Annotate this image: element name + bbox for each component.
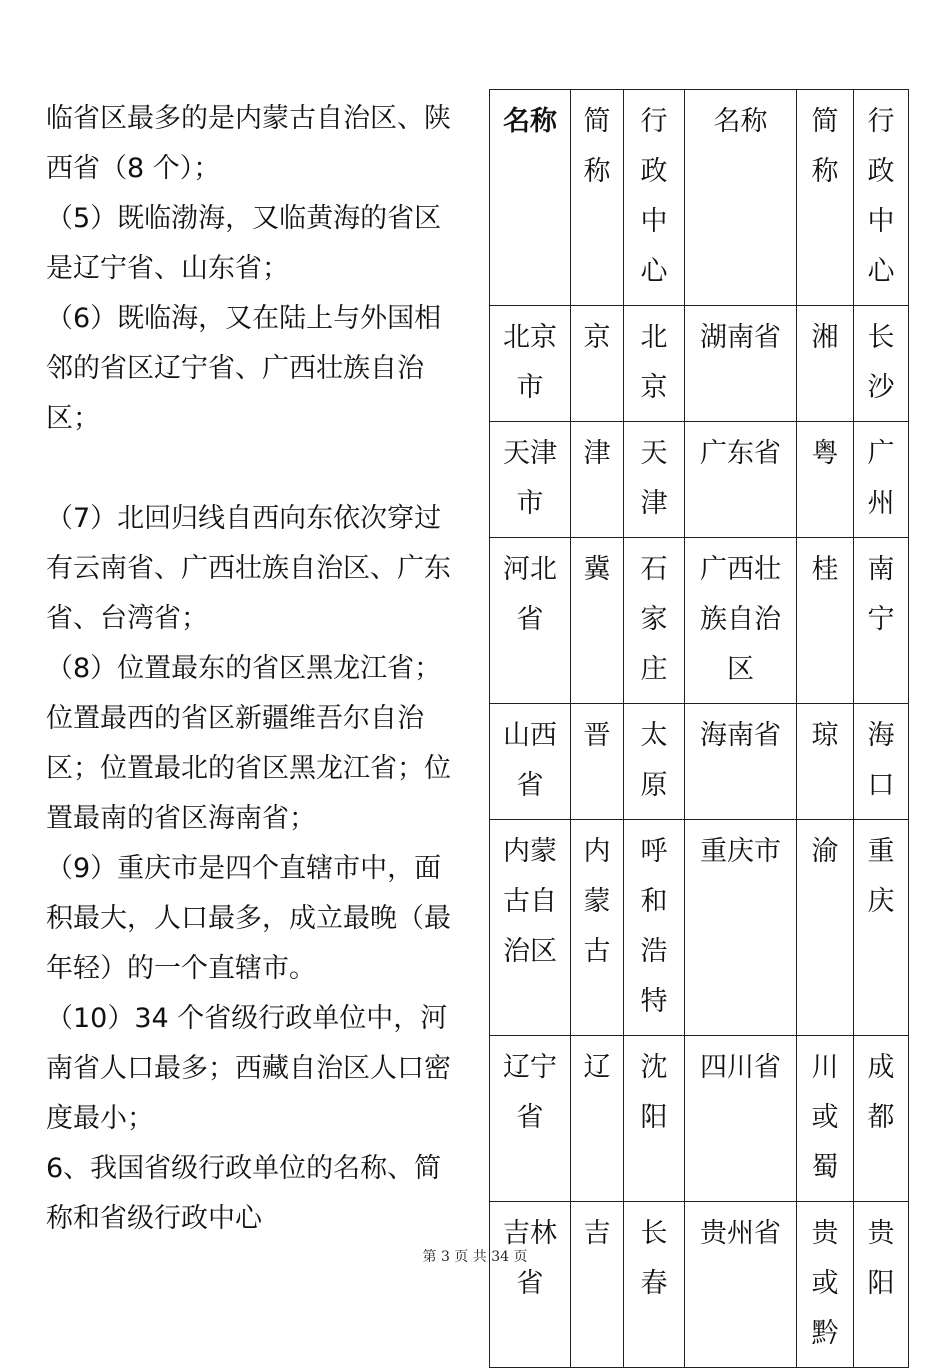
table-cell: 广西壮族自治区 xyxy=(685,538,797,704)
table-cell: 北京 xyxy=(624,306,685,422)
table-cell: 重庆市 xyxy=(685,820,797,1036)
table-cell: 长沙 xyxy=(854,306,909,422)
table-cell: 琼 xyxy=(797,704,854,820)
table-row xyxy=(490,306,909,422)
table-cell: 吉林省 xyxy=(490,1202,571,1368)
table-cell: 粤 xyxy=(797,422,854,538)
paragraph-6: （9）重庆市是四个直辖市中，面积最大，人口最多，成立最晚（最年轻）的一个直辖市。 xyxy=(46,853,451,984)
header-cell: 简称 xyxy=(797,90,854,306)
header-cell: 简称 xyxy=(571,90,624,306)
paragraph-2: （5）既临渤海，又临黄海的省区是辽宁省、山东省； xyxy=(46,203,442,284)
header-cell: 行政中心 xyxy=(854,90,909,306)
left-text-column xyxy=(46,94,462,1244)
table-cell: 吉 xyxy=(571,1202,624,1368)
table-row xyxy=(490,820,909,1036)
table-cell: 湖南省 xyxy=(685,306,797,422)
table-cell: 河北省 xyxy=(490,538,571,704)
paragraph-8: 6、我国省级行政单位的名称、简称和省级行政中心 xyxy=(46,1153,442,1234)
table-cell: 呼和浩特 xyxy=(624,820,685,1036)
header-cell: 行政中心 xyxy=(624,90,685,306)
table-cell: 晋 xyxy=(571,704,624,820)
table-cell: 京 xyxy=(571,306,624,422)
table-row xyxy=(490,1202,909,1368)
table-cell: 成都 xyxy=(854,1036,909,1202)
table-cell: 广州 xyxy=(854,422,909,538)
table-cell: 长春 xyxy=(624,1202,685,1368)
header-cell: 名称 xyxy=(685,90,797,306)
table-cell: 重庆 xyxy=(854,820,909,1036)
paragraph-4: （7）北回归线自西向东依次穿过有云南省、广西壮族自治区、广东省、台湾省； xyxy=(46,503,451,634)
table-cell: 山西省 xyxy=(490,704,571,820)
table-cell: 冀 xyxy=(571,538,624,704)
table-cell: 湘 xyxy=(797,306,854,422)
table-cell: 海口 xyxy=(854,704,909,820)
table-cell: 天津 xyxy=(624,422,685,538)
table-header-row xyxy=(490,90,909,306)
table-cell: 北京市 xyxy=(490,306,571,422)
table-cell: 沈阳 xyxy=(624,1036,685,1202)
table-cell: 辽宁省 xyxy=(490,1036,571,1202)
table-cell: 贵州省 xyxy=(685,1202,797,1368)
table-cell: 桂 xyxy=(797,538,854,704)
table-cell: 内蒙古自治区 xyxy=(490,820,571,1036)
paragraph-5: （8）位置最东的省区黑龙江省；位置最西的省区新疆维吾尔自治区；位置最北的省区黑龙江省；位置最南的省区海南省； xyxy=(46,653,451,834)
table-cell: 内蒙古 xyxy=(571,820,624,1036)
table-row xyxy=(490,1036,909,1202)
paragraph-3: （6）既临海，又在陆上与外国相邻的省区辽宁省、广西壮族自治区； xyxy=(46,303,442,434)
page-footer: 第 3 页 共 34 页 xyxy=(422,1249,528,1265)
table-cell: 渝 xyxy=(797,820,854,1036)
table-cell: 太原 xyxy=(624,704,685,820)
table-cell: 天津市 xyxy=(490,422,571,538)
table-cell: 海南省 xyxy=(685,704,797,820)
table-cell: 广东省 xyxy=(685,422,797,538)
paragraph-7: （10）34 个省级行政单位中，河南省人口最多；西藏自治区人口密度最小； xyxy=(46,1003,451,1134)
paragraph-spacer xyxy=(46,444,462,494)
table-cell: 南宁 xyxy=(854,538,909,704)
header-cell: 名称 xyxy=(490,90,571,306)
table-row xyxy=(490,422,909,538)
table-row xyxy=(490,704,909,820)
table-cell: 辽 xyxy=(571,1036,624,1202)
table-row xyxy=(490,538,909,704)
province-table xyxy=(489,89,909,1368)
table-cell: 川或蜀 xyxy=(797,1036,854,1202)
paragraph-1: 临省区最多的是内蒙古自治区、陕西省（8 个）； xyxy=(46,103,451,184)
table-cell: 贵或黔 xyxy=(797,1202,854,1368)
table-cell: 四川省 xyxy=(685,1036,797,1202)
table-cell: 津 xyxy=(571,422,624,538)
table-cell: 石家庄 xyxy=(624,538,685,704)
table-cell: 贵阳 xyxy=(854,1202,909,1368)
